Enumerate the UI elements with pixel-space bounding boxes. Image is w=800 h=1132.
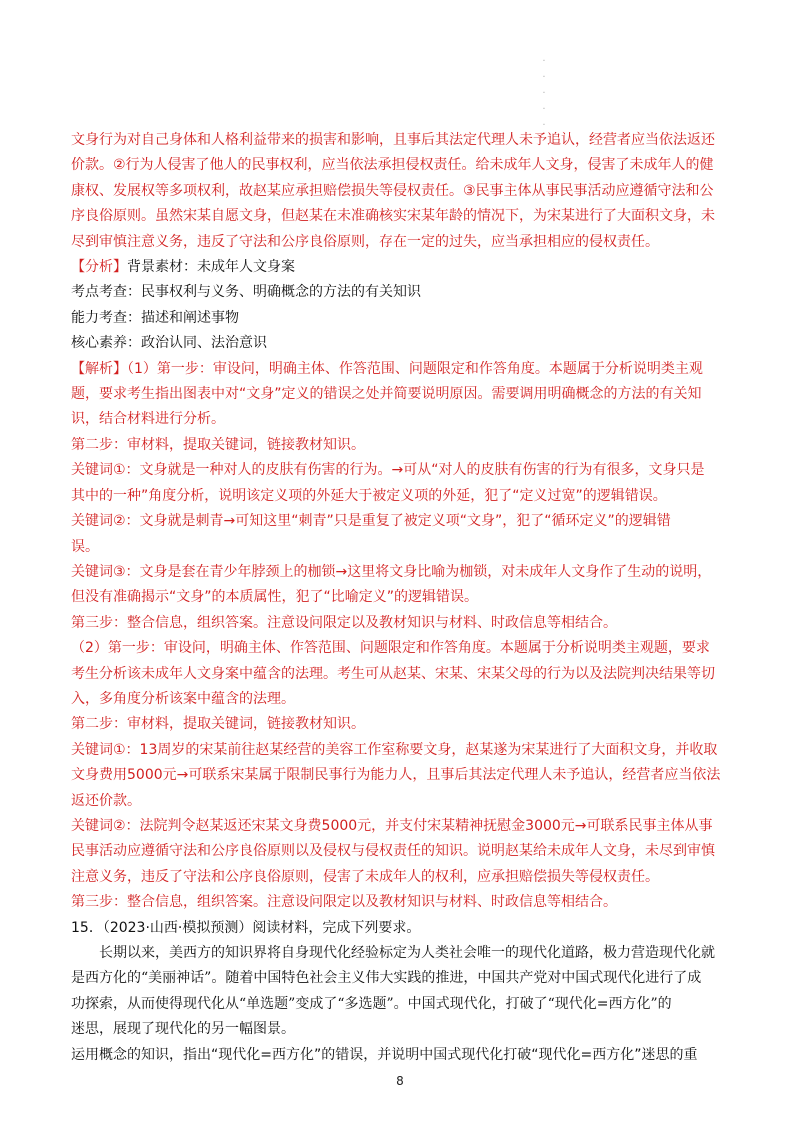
explanation-line: 第三步：整合信息，组织答案。注意设问限定以及教材知识与材料、时政信息等相结合。 — [71, 614, 617, 631]
dot-mark: · — [542, 120, 546, 131]
core-literacy-line: 核心素养：政治认同、法治意识 — [71, 335, 267, 352]
explanation-line: 关键词③：文身是套在青少年脖颈上的枷锁→这里将文身比喻为枷锁，对未成年人文身作了生动的说明， — [71, 563, 712, 580]
analysis-line — [71, 255, 733, 280]
explanation-line: 民事活动应遵循守法和公序良俗原则以及侵权与侵权责任的知识。说明赵某给未成年人文身，未尽到审慎 — [71, 843, 715, 860]
passage-line: 长期以来，美西方的知识界将自身现代化经验标定为人类社会唯一的现代化道路，极力营造现代化就 — [99, 945, 715, 961]
explanation-line: 识，结合材料进行分析。 — [71, 411, 225, 428]
document-body — [71, 128, 733, 1068]
explanation-line: 题，要求考生指出图表中对“文身”定义的错误之处并简要说明原因。需要调用明确概念的方法的有关知 — [71, 386, 702, 403]
dot-mark: · — [542, 104, 546, 115]
explanation-line: 误。 — [71, 538, 99, 555]
passage-line: 迷思，展现了现代化的另一幅图景。 — [71, 1021, 295, 1038]
explanation-line: 第二步：审材料，提取关键词，链接教材知识。 — [71, 436, 365, 453]
explanation-line: 关键词②：文身就是刺青→可知这里“刺青”只是重复了被定义项“文身”，犯了“循环定义”的逻辑错 — [71, 513, 671, 530]
analysis-tag: 【分析】 — [71, 259, 127, 276]
dot-mark: · — [542, 72, 546, 83]
explanation-line: 关键词②：法院判令赵某返还宋某文身费5000元，并支付宋某精神抚慰金3000元→可联系民事主体从事 — [71, 817, 713, 834]
exam-point-line: 考点考查：民事权利与义务、明确概念的方法的有关知识 — [71, 284, 421, 301]
explanation-line: 其中的一种”角度分析，说明该定义项的外延大于被定义项的外延，犯了“定义过宽”的逻辑错误。 — [71, 487, 667, 504]
dot-mark: · — [542, 56, 546, 67]
explanation-line: 第三步：整合信息，组织答案。注意设问限定以及教材知识与材料、时政信息等相结合。 — [71, 894, 617, 911]
explanation-line: 考生分析该未成年人文身案中蕴含的法理。考生可从赵某、宋某、宋某父母的行为以及法院判决结果等切 — [71, 665, 715, 682]
explanation-line: 返还价款。 — [71, 792, 141, 809]
ability-line: 能力考查：描述和阐述事物 — [71, 309, 239, 326]
page-number: 8 — [396, 1074, 404, 1088]
explanation-line: （2）第一步：审设问，明确主体、作答范围、问题限定和作答角度。本题属于分析说明类主观题，要求 — [71, 640, 710, 657]
body-line: 康权、发展权等多项权利，故赵某应承担赔偿损失等侵权责任。③民事主体从事民事活动应遵循守法和公 — [71, 182, 714, 199]
question-title: 15．（2023·山西·模拟预测）阅读材料，完成下列要求。 — [71, 919, 421, 936]
explanation-line: 但没有准确揭示“文身”的本质属性，犯了“比喻定义”的逻辑错误。 — [71, 589, 479, 606]
passage-line: 功探索，从而使得现代化从“单选题”变成了“多选题”。中国式现代化，打破了“现代化=西方化”的 — [71, 995, 672, 1012]
question-requirement: 运用概念的知识，指出“现代化=西方化”的错误，并说明中国式现代化打破“现代化=西方化”迷思的重 — [71, 1046, 698, 1063]
analysis-text: 背景素材：未成年人文身案 — [127, 259, 295, 276]
body-line: 文身行为对自己身体和人格利益带来的损害和影响，且事后其法定代理人未予追认，经营者应当依法返还 — [71, 132, 715, 148]
explanation-line: 注意义务，违反了守法和公序良俗原则，侵害了未成年人的权利，应承担赔偿损失等侵权责任。 — [71, 868, 659, 885]
body-line: 价款。②行为人侵害了他人的民事权利，应当依法承担侵权责任。给未成年人文身，侵害了未成年人的健 — [71, 157, 714, 174]
passage-line: 是西方化的“美丽神话”。随着中国特色社会主义伟大实践的推进，中国共产党对中国式现代化进行了成 — [71, 970, 702, 987]
explanation-line: 关键词①：13周岁的宋某前往赵某经营的美容工作室称要文身，赵某遂为宋某进行了大面积文身，并收取 — [71, 741, 718, 758]
explanation-line: 【解析】（1）第一步：审设问，明确主体、作答范围、问题限定和作答角度。本题属于分析说明类主观 — [71, 360, 703, 377]
body-line: 序良俗原则。虽然宋某自愿文身，但赵某在未准确核实宋某年龄的情况下，为宋某进行了大面积文身，未 — [71, 208, 715, 225]
explanation-line: 文身费用5000元→可联系宋某属于限制民事行为能力人，且事后其法定代理人未予追认，经营者应当依法 — [71, 767, 721, 784]
margin-dots — [540, 54, 548, 134]
dot-mark: · — [542, 88, 546, 99]
body-line: 尽到审慎注意义务，违反了守法和公序良俗原则，存在一定的过失，应当承担相应的侵权责任。 — [71, 233, 659, 250]
explanation-line: 入，多角度分析该案中蕴含的法理。 — [71, 690, 295, 707]
explanation-line: 关键词①：文身就是一种对人的皮肤有伤害的行为。→可从“对人的皮肤有伤害的行为有很多，文身只是 — [71, 462, 705, 479]
explanation-line: 第二步：审材料，提取关键词，链接教材知识。 — [71, 716, 365, 733]
